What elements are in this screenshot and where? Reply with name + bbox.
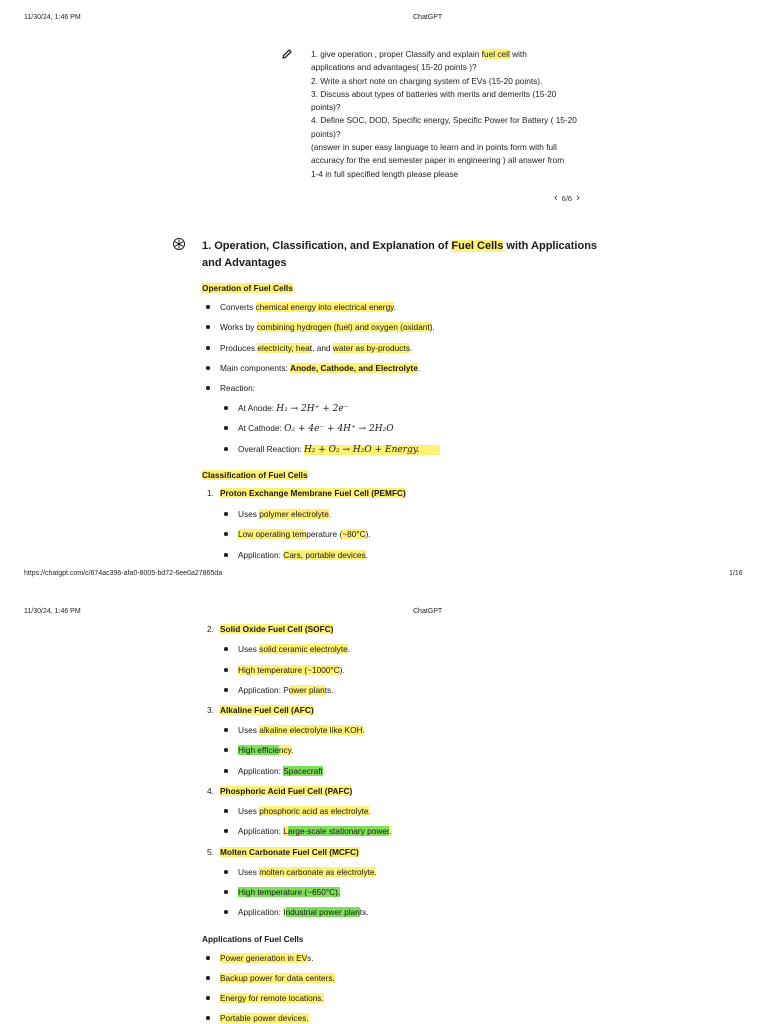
chatgpt-logo-icon bbox=[172, 237, 186, 251]
class-sofc: Solid Oxide Fuel Cell (SOFC) bbox=[220, 624, 334, 634]
list-item: Works by combining hydrogen (fuel) and oxygen (oxidant). bbox=[220, 322, 435, 332]
list-item: Uses phosphoric acid as electrolyte. bbox=[238, 806, 371, 816]
list-item: Application: Power plants. bbox=[238, 685, 334, 695]
edit-pencil-icon[interactable] bbox=[281, 48, 293, 60]
chevron-left-icon[interactable]: ‹ bbox=[554, 192, 558, 204]
list-item: Uses molten carbonate as electrolyte. bbox=[238, 867, 377, 877]
list-item: High temperature (~650°C). bbox=[238, 887, 341, 897]
reaction-anode: At Anode: H₂ → 2H⁺ + 2e⁻ bbox=[238, 403, 349, 414]
list-item: Energy for remote locations. bbox=[220, 993, 324, 1003]
chevron-right-icon[interactable]: › bbox=[576, 192, 580, 204]
list-item: Backup power for data centers. bbox=[220, 973, 335, 983]
response-counter: 6/6 bbox=[561, 194, 573, 203]
print-date: 11/30/24, 1:46 PM bbox=[24, 608, 81, 615]
list-item: Uses alkaline electrolyte like KOH. bbox=[238, 725, 365, 735]
list-item: Low operating temperature (~80°C). bbox=[238, 529, 371, 539]
list-item: Converts chemical energy into electrical energy. bbox=[220, 302, 397, 312]
class-mcfc: Molten Carbonate Fuel Cell (MCFC) bbox=[220, 847, 359, 857]
page-number: 1/16 bbox=[729, 570, 743, 577]
answer-heading: 1. Operation, Classification, and Explanation of Fuel Cells with Applications and Advantages bbox=[202, 240, 598, 269]
list-item: Application: Spacecraft bbox=[238, 766, 323, 776]
page-header bbox=[0, 608, 768, 622]
class-number: 5. bbox=[207, 847, 214, 857]
classification-title: Classification of Fuel Cells bbox=[202, 470, 308, 480]
print-date: 11/30/24, 1:46 PM bbox=[24, 14, 81, 21]
list-item: Application: Cars, portable devices. bbox=[238, 550, 369, 560]
class-number: 2. bbox=[207, 624, 214, 634]
list-item: High efficiency. bbox=[238, 745, 294, 755]
list-item: Application: Large-scale stationary power. bbox=[238, 826, 392, 836]
reaction-overall: Overall Reaction: H₂ + O₂ → H₂O + Energy. bbox=[238, 444, 440, 455]
reaction-cathode: At Cathode: O₂ + 4e⁻ + 4H⁺ → 2H₂O bbox=[238, 423, 394, 434]
list-item: Application: Industrial power plants. bbox=[238, 907, 369, 917]
list-item: Reaction: bbox=[220, 383, 256, 393]
list-item: Uses solid ceramic electrolyte. bbox=[238, 644, 351, 654]
class-pafc: Phosphoric Acid Fuel Cell (PAFC) bbox=[220, 786, 353, 796]
class-number: 1. bbox=[207, 488, 214, 498]
user-message: 1. give operation , proper Classify and explain fuel cell with applications and advantages( 15-20 points )? 2. Write a short note on charging system of EVs (15-20 points). 3. Discuss about types of batteries with merits and demerits (15-20 points)? 4. Define SOC, DOD, Specific energy, Specific Power for Battery ( 15-20 points)? (answer in super easy language to learn and in points form with full accuracy for the end semester paper in engineering ) all answer from 1-4 in full specified length please please bbox=[311, 49, 577, 179]
class-number: 3. bbox=[207, 705, 214, 715]
list-item: Uses polymer electrolyte. bbox=[238, 509, 332, 519]
list-item: Main components: Anode, Cathode, and Electrolyte. bbox=[220, 363, 421, 373]
list-item: Produces electricity, heat, and water as by-products. bbox=[220, 343, 413, 353]
operation-title: Operation of Fuel Cells bbox=[202, 283, 293, 293]
class-number: 4. bbox=[207, 786, 214, 796]
class-afc: Alkaline Fuel Cell (AFC) bbox=[220, 705, 314, 715]
response-navigator bbox=[554, 193, 580, 204]
applications-title: Applications of Fuel Cells bbox=[202, 934, 304, 944]
print-url: https://chatgpt.com/c/674ac396-afa0-8005-bd72-6ee0a27865da bbox=[24, 570, 223, 577]
list-item: High temperature (~1000°C). bbox=[238, 665, 345, 675]
print-title: ChatGPT bbox=[413, 14, 443, 21]
print-title: ChatGPT bbox=[413, 608, 443, 615]
list-item: Portable power devices. bbox=[220, 1013, 309, 1023]
class-pemfc: Proton Exchange Membrane Fuel Cell (PEMFC) bbox=[220, 488, 406, 498]
page-header bbox=[0, 14, 768, 28]
list-item: Power generation in EVs. bbox=[220, 953, 314, 963]
